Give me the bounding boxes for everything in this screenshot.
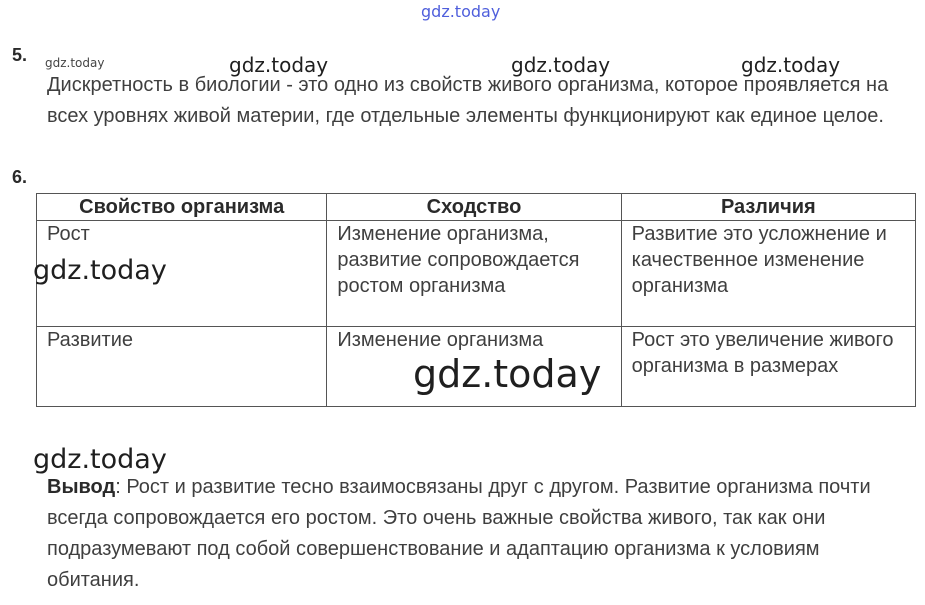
question-6-number: 6. [12,167,28,187]
table-header-row [37,194,916,221]
table-header-cell: Различия [621,194,915,221]
table-header-cell: Свойство организма [37,194,327,221]
watermark-top: gdz.today [421,2,501,21]
table-cell: Изменение организма, развитие сопровождается ростом организма [327,221,621,327]
watermark-small: gdz.today [45,56,105,70]
question-5-text: Дискретность в биологии - это одно из свойств живого организма, которое проявляется на всех уровнях живой материи, где отдельные элементы функционируют как единое целое. [47,74,889,127]
table-row [37,221,916,327]
conclusion-label: Вывод [47,476,116,498]
conclusion-paragraph [47,472,907,596]
conclusion-text: : Рост и развитие тесно взаимосвязаны друг с другом. Развитие организма почти всегда сопровождается его ростом. Это очень важные свойства живого, так как они подразумевают под собой совершенствование и адаптацию организма к условиям обитания. [47,476,871,591]
watermark-2: gdz.today [511,53,611,77]
watermark-6: gdz.today [33,444,167,475]
watermark-3: gdz.today [741,53,841,77]
table-cell: Рост [37,221,327,327]
watermark-4: gdz.today [33,255,167,286]
table-cell: Изменение организма [327,327,621,407]
question-5-number: 5. [12,45,28,65]
watermark-1: gdz.today [229,53,329,77]
table-header-cell: Сходство [327,194,621,221]
table-cell: Развитие [37,327,327,407]
table-cell: Развитие это усложнение и качественное изменение организма [621,221,915,327]
watermark-5: gdz.today [413,352,602,396]
table-cell: Рост это увеличение живого организма в размерах [621,327,915,407]
